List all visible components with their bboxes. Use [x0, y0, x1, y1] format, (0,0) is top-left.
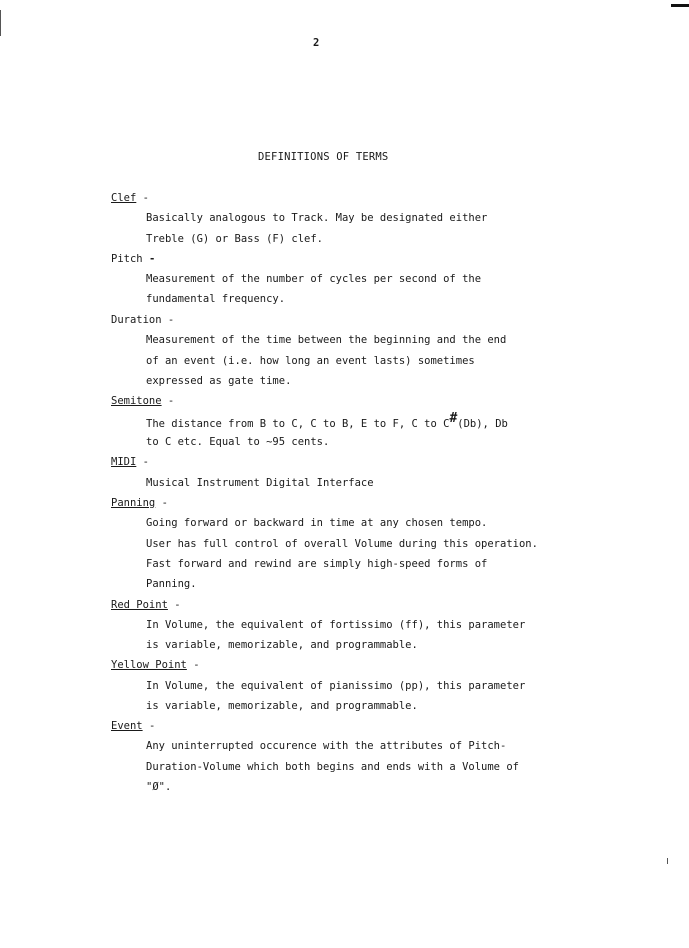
definition-line: In Volume, the equivalent of fortissimo (ff), this parameter — [146, 619, 526, 631]
definition-line: Going forward or backward in time at any chosen tempo. — [146, 517, 488, 529]
term-pitch — [111, 253, 155, 265]
term-name: Yellow Point — [111, 659, 187, 671]
sharp-symbol: # — [449, 411, 458, 426]
definition-line: Measurement of the number of cycles per second of the — [146, 273, 482, 285]
definition-line — [146, 411, 508, 431]
definition-line: expressed as gate time. — [146, 375, 292, 387]
definition-line: "Ø". — [146, 781, 172, 793]
term-event — [111, 720, 155, 732]
term-name: Red Point — [111, 599, 168, 611]
definition-line: of an event (i.e. how long an event lasts) sometimes — [146, 355, 475, 367]
term-name: Panning — [111, 497, 156, 509]
scan-corner-mark — [671, 4, 689, 7]
term-dash: - — [161, 497, 168, 509]
term-name: Clef — [111, 192, 137, 204]
definition-line: User has full control of overall Volume during this operation. — [146, 538, 538, 550]
definition-line: Basically analogous to Track. May be designated either — [146, 212, 488, 224]
page-number: 2 — [313, 37, 320, 49]
definition-line: Panning. — [146, 578, 197, 590]
term-dash: - — [193, 659, 200, 671]
term-midi — [111, 456, 149, 468]
definition-line: to C etc. Equal to ~95 cents. — [146, 436, 330, 448]
definition-line: Duration-Volume which both begins and ends with a Volume of — [146, 761, 519, 773]
term-dash: - — [167, 314, 175, 326]
scan-edge-mark — [667, 858, 668, 864]
definition-line: is variable, memorizable, and programmable. — [146, 700, 418, 712]
term-name: Pitch — [111, 253, 143, 265]
term-dash: - — [148, 253, 156, 265]
definition-line: Measurement of the time between the beginning and the end — [146, 334, 507, 346]
term-duration — [111, 314, 174, 326]
term-red-point — [111, 599, 181, 611]
term-name: Duration — [111, 314, 162, 326]
definition-line: Treble (G) or Bass (F) clef. — [146, 233, 324, 245]
term-clef — [111, 192, 149, 204]
page-title: DEFINITIONS OF TERMS — [258, 151, 389, 163]
term-semitone — [111, 395, 174, 407]
term-name: Semitone — [111, 395, 162, 407]
term-dash: - — [142, 456, 149, 468]
definition-line: Fast forward and rewind are simply high-speed forms of — [146, 558, 488, 570]
definition-line: fundamental frequency. — [146, 293, 286, 305]
definition-line: Musical Instrument Digital Interface — [146, 477, 374, 489]
term-panning — [111, 497, 168, 509]
term-yellow-point — [111, 659, 200, 671]
term-dash: - — [148, 720, 156, 732]
term-dash: - — [142, 192, 149, 204]
term-dash: - — [174, 599, 181, 611]
definition-text: The distance from B to C, C to B, E to F, C to C — [146, 418, 450, 430]
scan-edge-mark — [0, 10, 1, 36]
term-dash: - — [167, 395, 175, 407]
definition-line: Any uninterrupted occurence with the attributes of Pitch- — [146, 740, 507, 752]
term-name: Event — [111, 720, 143, 732]
term-name: MIDI — [111, 456, 137, 468]
definition-text: (Db), Db — [457, 418, 508, 430]
definition-line: In Volume, the equivalent of pianissimo (pp), this parameter — [146, 680, 526, 692]
definition-line: is variable, memorizable, and programmable. — [146, 639, 418, 651]
